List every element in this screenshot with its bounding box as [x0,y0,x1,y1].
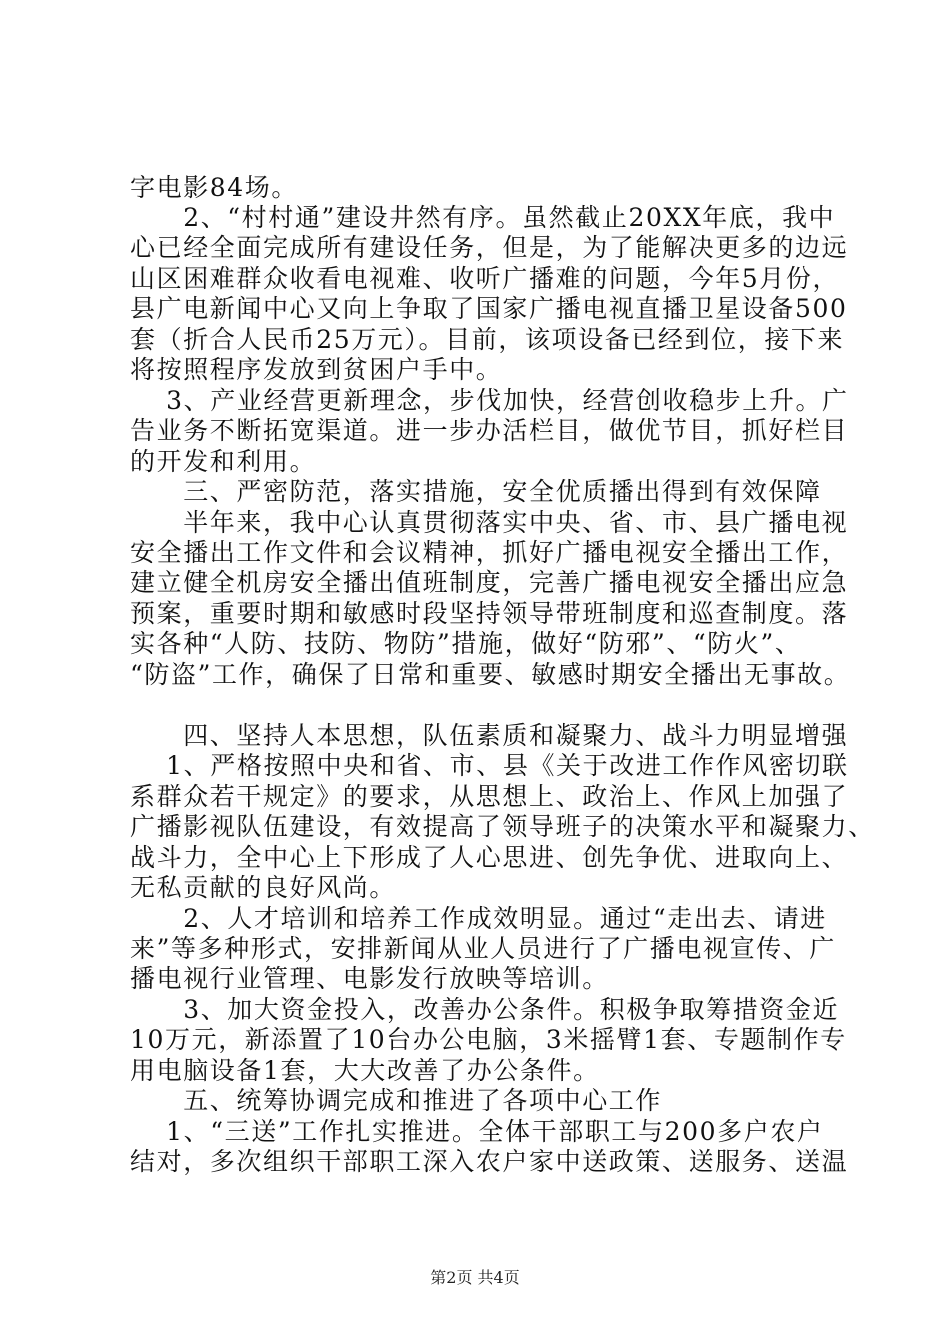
text-line: 2、人才培训和培养工作成效明显。通过“走出去、请进 [130,904,827,933]
text-line: 10万元，新添置了10台办公电脑，3米摇臂1套、专题制作专 [130,1025,847,1054]
text-line: 1、严格按照中央和省、市、县《关于改进工作作风密切联 [130,751,849,780]
text-line: 半年来，我中心认真贯彻落实中央、省、市、县广播电视 [130,508,849,537]
text-line: 播电视行业管理、电影发行放映等培训。 [130,964,609,993]
text-line: 来”等多种形式，安排新闻从业人员进行了广播电视宣传、广 [130,934,836,963]
text-line: 1、“三送”工作扎实推进。全体干部职工与200多户农户 [130,1117,824,1146]
page-footer: 第2页 共4页 [430,1268,520,1287]
section-heading: 五、统筹协调完成和推进了各项中心工作 [130,1086,663,1115]
text-line: 系群众若干规定》的要求，从思想上、政治上、作风上加强了 [130,782,849,811]
section-heading: 三、严密防范，落实措施，安全优质播出得到有效保障 [130,477,822,506]
text-line: 将按照程序发放到贫困户手中。 [130,355,503,384]
text-line: 实各种“人防、技防、物防”措施，做好“防邪”、“防火”、 [130,629,802,658]
text-line: 2、“村村通”建设井然有序。虽然截止20XX年底，我中 [130,203,836,232]
text-line: 结对，多次组织干部职工深入农户家中送政策、送服务、送温 [130,1147,849,1176]
text-line: 用电脑设备1套，大大改善了办公条件。 [130,1056,600,1085]
text-line: 心已经全面完成所有建设任务，但是，为了能解决更多的边远 [130,233,849,262]
text-line: 字电影84场。 [130,173,299,202]
section-heading: 四、坚持人本思想，队伍素质和凝聚力、战斗力明显增强 [130,721,849,750]
text-line: 告业务不断拓宽渠道。进一步办活栏目，做优节目，抓好栏目 [130,416,849,445]
text-line: 的开发和利用。 [130,447,317,476]
text-line: 战斗力，全中心上下形成了人心思进、创先争优、进取向上、 [130,843,849,872]
text-line: 3、加大资金投入，改善办公条件。积极争取筹措资金近 [130,995,840,1024]
text-line: 预案，重要时期和敏感时段坚持领导带班制度和巡查制度。落 [130,599,849,628]
text-line: “防盗”工作，确保了日常和重要、敏感时期安全播出无事故。 [130,660,851,689]
text-line: 3、产业经营更新理念，步伐加快，经营创收稳步上升。广 [130,386,849,415]
text-line: 套（折合人民币25万元）。目前，该项设备已经到位，接下来 [130,325,845,354]
text-line: 广播影视队伍建设，有效提高了领导班子的决策水平和凝聚力、 [130,812,875,841]
text-line: 建立健全机房安全播出值班制度，完善广播电视安全播出应急 [130,568,849,597]
text-line: 县广电新闻中心又向上争取了国家广播电视直播卫星设备500 [130,294,848,323]
text-line: 无私贡献的良好风尚。 [130,873,397,902]
text-line: 山区困难群众收看电视难、收听广播难的问题，今年5月份， [130,264,840,293]
text-line: 安全播出工作文件和会议精神，抓好广播电视安全播出工作， [130,538,849,567]
